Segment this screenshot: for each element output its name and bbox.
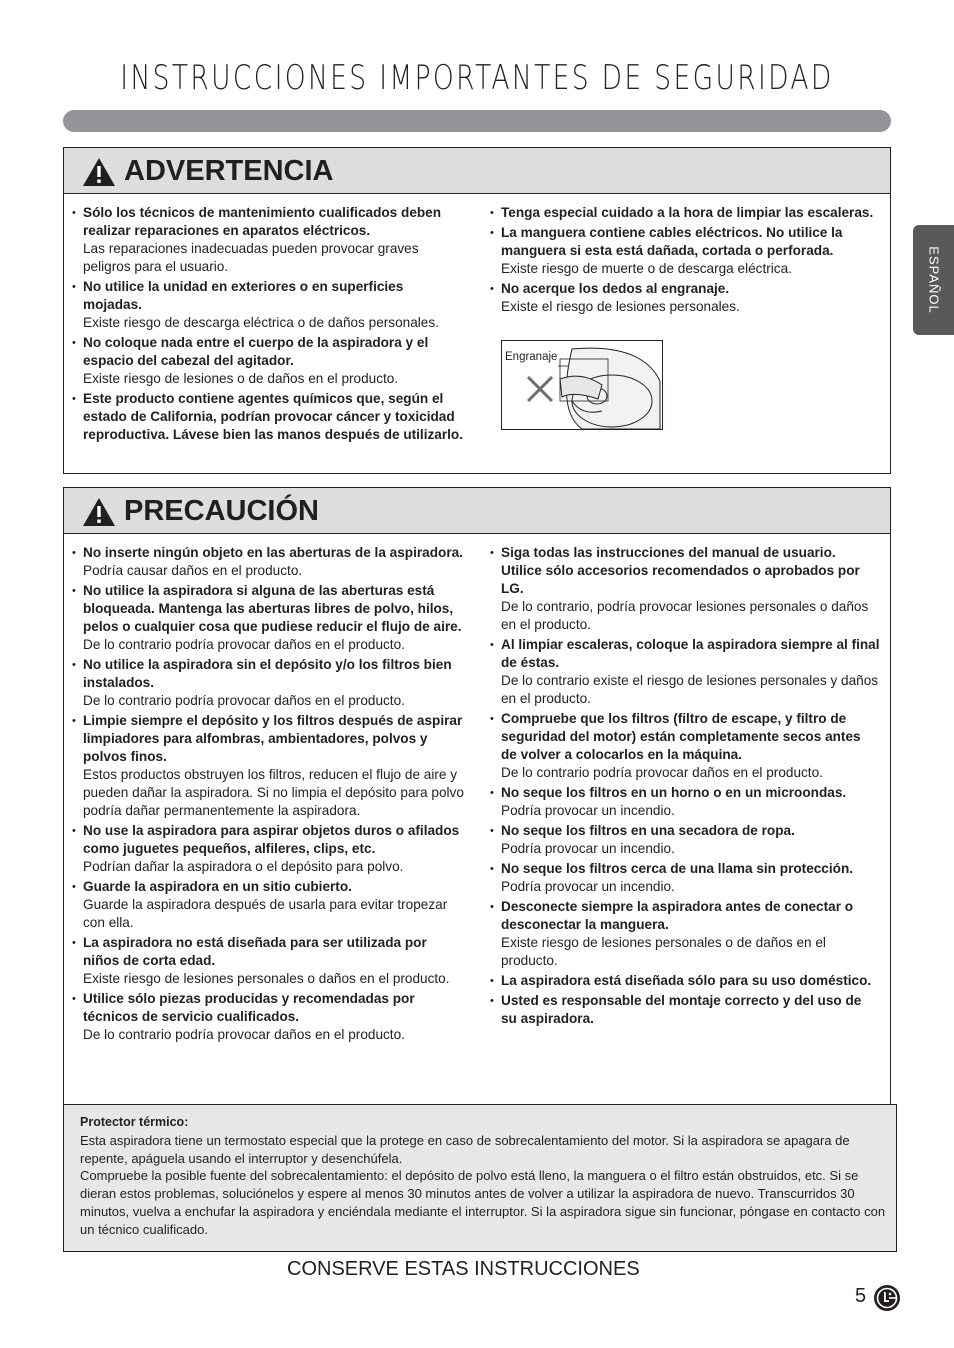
page-number: 5 xyxy=(855,1285,867,1307)
list-item: • Tenga especial cuidado a la hora de limpiar las escaleras. xyxy=(490,204,876,222)
caution-box xyxy=(63,487,891,1106)
caution-heading: PRECAUCIÓN xyxy=(124,495,319,527)
list-item: • Usted es responsable del montaje correcto y del uso de su aspiradora. xyxy=(490,992,880,1028)
list-item: • No acerque los dedos al engranaje. Existe el riesgo de lesiones personales. xyxy=(490,280,876,316)
list-item: • No utilice la aspiradora sin el depósito y/o los filtros bien instalados. De lo contrario podría provocar daños en el producto. xyxy=(72,656,466,710)
keep-instructions-text: CONSERVE ESTAS INSTRUCCIONES xyxy=(287,1258,640,1280)
list-item: • No seque los filtros cerca de una llama sin protección. Podría provocar un incendio. xyxy=(490,860,880,896)
list-item: • Compruebe que los filtros (filtro de escape, y filtro de seguridad del motor) están completamente secos antes de volver a colocarlos en la máquina. De lo contrario podría provocar daños en el producto. xyxy=(490,710,880,782)
list-item: • La aspiradora no está diseñada para ser utilizada por niños de corta edad. Existe riesgo de lesiones personales o daños en el producto. xyxy=(72,934,466,988)
warning-heading: ADVERTENCIA xyxy=(124,155,334,187)
list-item: • No coloque nada entre el cuerpo de la aspiradora y el espacio del cabezal del agitador. Existe riesgo de lesiones o de daños en el producto. xyxy=(72,334,464,388)
illustration-label: Engranaje xyxy=(505,351,558,363)
warning-right-column xyxy=(490,204,876,318)
warning-left-column xyxy=(72,204,464,446)
language-tab-label: ESPAÑOL xyxy=(926,246,941,314)
list-item: • No utilice la unidad en exteriores o en superficies mojadas. Existe riesgo de descarga eléctrica o de daños personales. xyxy=(72,278,464,332)
list-item: • Guarde la aspiradora en un sitio cubierto. Guarde la aspiradora después de usarla para evitar tropezar con ella. xyxy=(72,878,466,932)
list-item: • No seque los filtros en una secadora de ropa. Podría provocar un incendio. xyxy=(490,822,880,858)
language-tab xyxy=(913,225,954,335)
caution-header xyxy=(64,488,890,534)
list-item: • La manguera contiene cables eléctricos. No utilice la manguera si esta está dañada, cortada o perforada. Existe riesgo de muerte o de descarga eléctrica. xyxy=(490,224,876,278)
list-item: • Desconecte siempre la aspiradora antes de conectar o desconectar la manguera. Existe riesgo de lesiones personales o de daños en el producto. xyxy=(490,898,880,970)
gear-illustration xyxy=(501,340,663,430)
title-bar xyxy=(63,110,891,132)
list-item: • La aspiradora está diseñada sólo para su uso doméstico. xyxy=(490,972,880,990)
caution-left-column xyxy=(72,544,466,1046)
thermal-title: Protector térmico: xyxy=(80,1115,189,1129)
thermal-paragraph-2: Compruebe la posible fuente del sobrecalentamiento: el depósito de polvo está lleno, la manguera o el filtro están obstruidos, etc. Si se dieran estos problemas, soluciónelos y espere al menos 30 minutos antes de volver a utilizar la aspiradora de nuevo. Transcurridos 30 minutos, vuelva a enchufar la aspiradora y enciéndala mediante el interruptor. Si la aspiradora sigue sin funcionar, póngase en contacto con un técnico cualificado. xyxy=(80,1168,886,1237)
list-item: • Al limpiar escaleras, coloque la aspiradora siempre al final de éstas. De lo contrario existe el riesgo de lesiones personales y daños en el producto. xyxy=(490,636,880,708)
list-item: • Sólo los técnicos de mantenimiento cualificados deben realizar reparaciones en aparatos eléctricos. Las reparaciones inadecuadas pueden provocar graves peligros para el usuario. xyxy=(72,204,464,276)
warning-triangle-icon xyxy=(82,157,116,187)
warning-header xyxy=(64,148,890,194)
list-item: • Limpie siempre el depósito y los filtros después de aspirar limpiadores para alfombras, ambientadores, polvos y polvos finos. Estos productos obstruyen los filtros, reducen el flujo de aire y pueden dañar la aspiradora. Si no limpia el depósito para polvo podría dañar permanentemente la aspiradora. xyxy=(72,712,466,820)
lg-logo-icon xyxy=(873,1284,901,1317)
caution-triangle-icon xyxy=(82,497,116,527)
caution-right-column xyxy=(490,544,880,1030)
thermal-paragraph-1: Esta aspiradora tiene un termostato especial que la protege en caso de sobrecalentamiento del motor. Si la aspiradora se apagara de repente, apáguela usando el interruptor y desenchúfela. xyxy=(80,1132,850,1166)
list-item: • No utilice la aspiradora si alguna de las aberturas está bloqueada. Mantenga las aberturas libres de polvo, hilos, pelos o cualquier cosa que pudiese reducir el flujo de aire. De lo contrario podría provocar daños en el producto. xyxy=(72,582,466,654)
warning-box xyxy=(63,147,891,474)
thermal-protector-note xyxy=(63,1104,897,1252)
list-item: • Este producto contiene agentes químicos que, según el estado de California, podrían provocar cáncer y toxicidad reproductiva. Lávese bien las manos después de utilizarlo. xyxy=(72,390,464,444)
list-item: • No inserte ningún objeto en las aberturas de la aspiradora. Podría causar daños en el producto. xyxy=(72,544,466,580)
page-title: INSTRUCCIONES IMPORTANTES DE SEGURIDAD xyxy=(120,58,834,98)
list-item: • Siga todas las instrucciones del manual de usuario. Utilice sólo accesorios recomendados o aprobados por LG. De lo contrario, podría provocar lesiones personales o daños en el producto. xyxy=(490,544,880,634)
list-item: • Utilice sólo piezas producidas y recomendadas por técnicos de servicio cualificados. De lo contrario podría provocar daños en el producto. xyxy=(72,990,466,1044)
list-item: • No use la aspiradora para aspirar objetos duros o afilados como juguetes pequeños, alfileres, clips, etc. Podrían dañar la aspiradora o el depósito para polvo. xyxy=(72,822,466,876)
list-item: • No seque los filtros en un horno o en un microondas. Podría provocar un incendio. xyxy=(490,784,880,820)
